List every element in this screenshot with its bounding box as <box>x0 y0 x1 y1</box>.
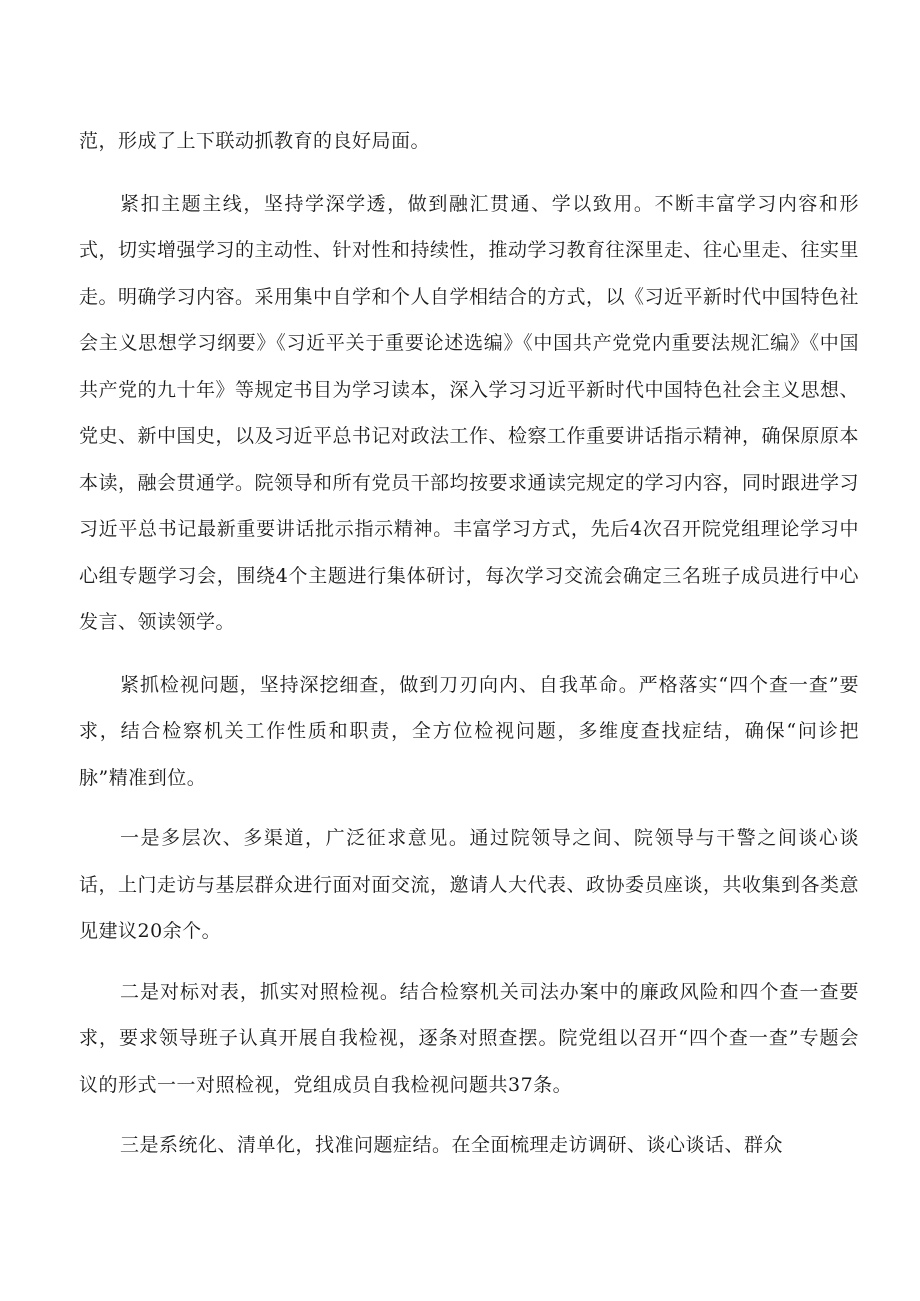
paragraph-point-one: 一是多层次、多渠道，广泛征求意见。通过院领导之间、院领导与干警之间谈心谈话，上门走访与基层群众进行面对面交流，邀请人大代表、政协委员座谈，共收集到各类意见建议20余个。 <box>79 827 860 942</box>
paragraph-point-two: 二是对标对表，抓实对照检视。结合检察机关司法办案中的廉政风险和四个查一查要求，要求领导班子认真开展自我检视，逐条对照查摆。院党组以召开“四个查一查”专题会议的形式一一对照检视，党组成员自我检视问题共37条。 <box>79 980 859 1096</box>
paragraph-inspection-issues: 紧抓检视问题，坚持深挖细查，做到刀刃向内、自我革命。严格落实“四个查一查”要求，结合检察机关工作性质和职责，全方位检视问题，多维度查找症结，确保“问诊把脉”精准到位。 <box>79 673 859 789</box>
document-body <box>79 118 859 1183</box>
paragraph-study-theme: 紧扣主题主线，坚持学深学透，做到融汇贯通、学以致用。不断丰富学习内容和形式，切实增强学习的主动性、针对性和持续性，推动学习教育往深里走、往心里走、往实里走。明确学习内容。采用集中自学和个人自学相结合的方式，以《习近平新时代中国特色社会主义思想学习纲要》《习近平关于重要论述选编》《中国共产党党内重要法规汇编》《中国共产党的九十年》等规定书目为学习读本，深入学习习近平新时代中国特色社会主义思想、党史、新中国史，以及习近平总书记对政法工作、检察工作重要讲话指示精神，确保原原本本读，融会贯通学。院领导和所有党员干部均按要求通读完规定的学习内容，同时跟进学习习近平总书记最新重要讲话批示指示精神。丰富学习方式，先后4次召开院党组理论学习中心组专题学习会，围绕4个主题进行集体研讨，每次学习交流会确定三名班子成员进行中心发言、领读领学。 <box>79 192 860 633</box>
paragraph-point-three: 三是系统化、清单化，找准问题症结。在全面梳理走访调研、谈心谈话、群众 <box>120 1134 784 1156</box>
paragraph-continuation: 范，形成了上下联动抓教育的良好局面。 <box>79 130 431 152</box>
